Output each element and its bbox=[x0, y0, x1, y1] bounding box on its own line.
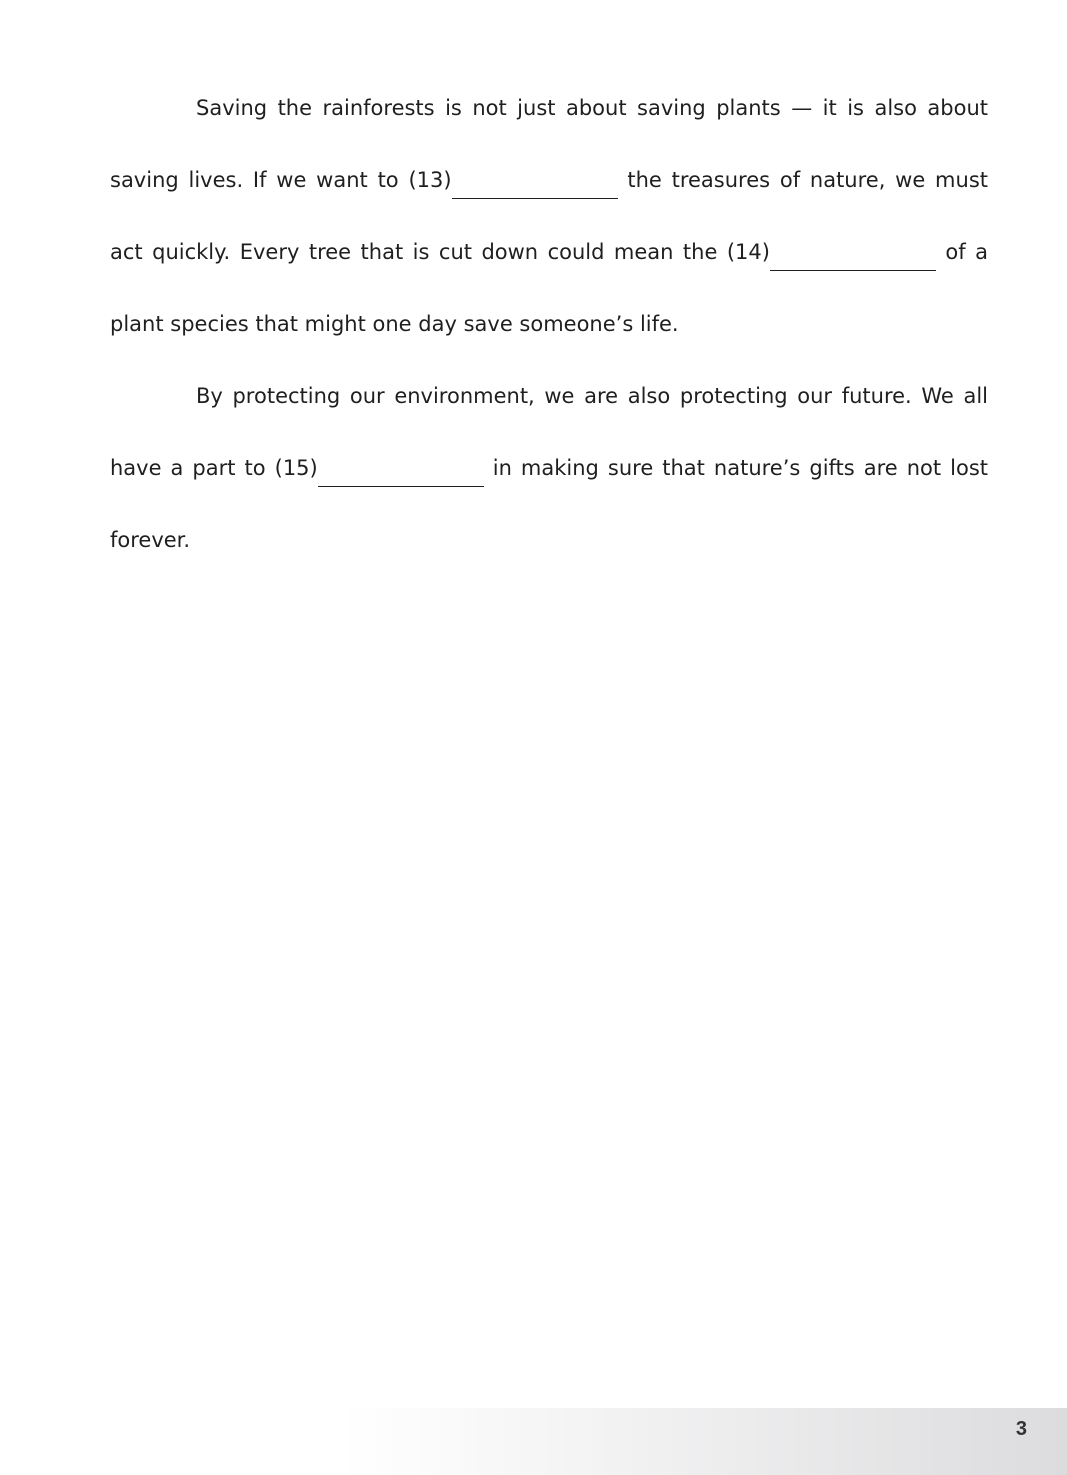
paragraph-2-text-1: By protecting our environment, we are also protecting our future. We all have a part to bbox=[110, 384, 988, 480]
answer-blank-14[interactable] bbox=[770, 269, 936, 271]
paragraph-2 bbox=[110, 360, 988, 576]
answer-blank-15[interactable] bbox=[318, 485, 484, 487]
paragraph-1-text-2: the treasures of nature, we must act quickly. Every tree that is cut down could mean the bbox=[110, 168, 988, 264]
question-14-label: (14) bbox=[726, 240, 770, 264]
paragraph-2-text-2: in making sure that nature’s gifts are not lost forever. bbox=[110, 456, 988, 552]
paragraph-1 bbox=[110, 72, 988, 360]
paragraph-1-text-3: of a plant species that might one day save someone’s life. bbox=[110, 240, 989, 336]
answer-blank-13[interactable] bbox=[452, 197, 618, 199]
footer-band bbox=[0, 1408, 1067, 1475]
question-15-label: (15) bbox=[274, 456, 318, 480]
question-13-label: (13) bbox=[408, 168, 452, 192]
passage bbox=[110, 72, 988, 576]
page-number: 3 bbox=[1015, 1418, 1027, 1440]
paragraph-1-text-1: Saving the rainforests is not just about saving plants — it is also about saving lives. If we want to bbox=[110, 96, 988, 192]
